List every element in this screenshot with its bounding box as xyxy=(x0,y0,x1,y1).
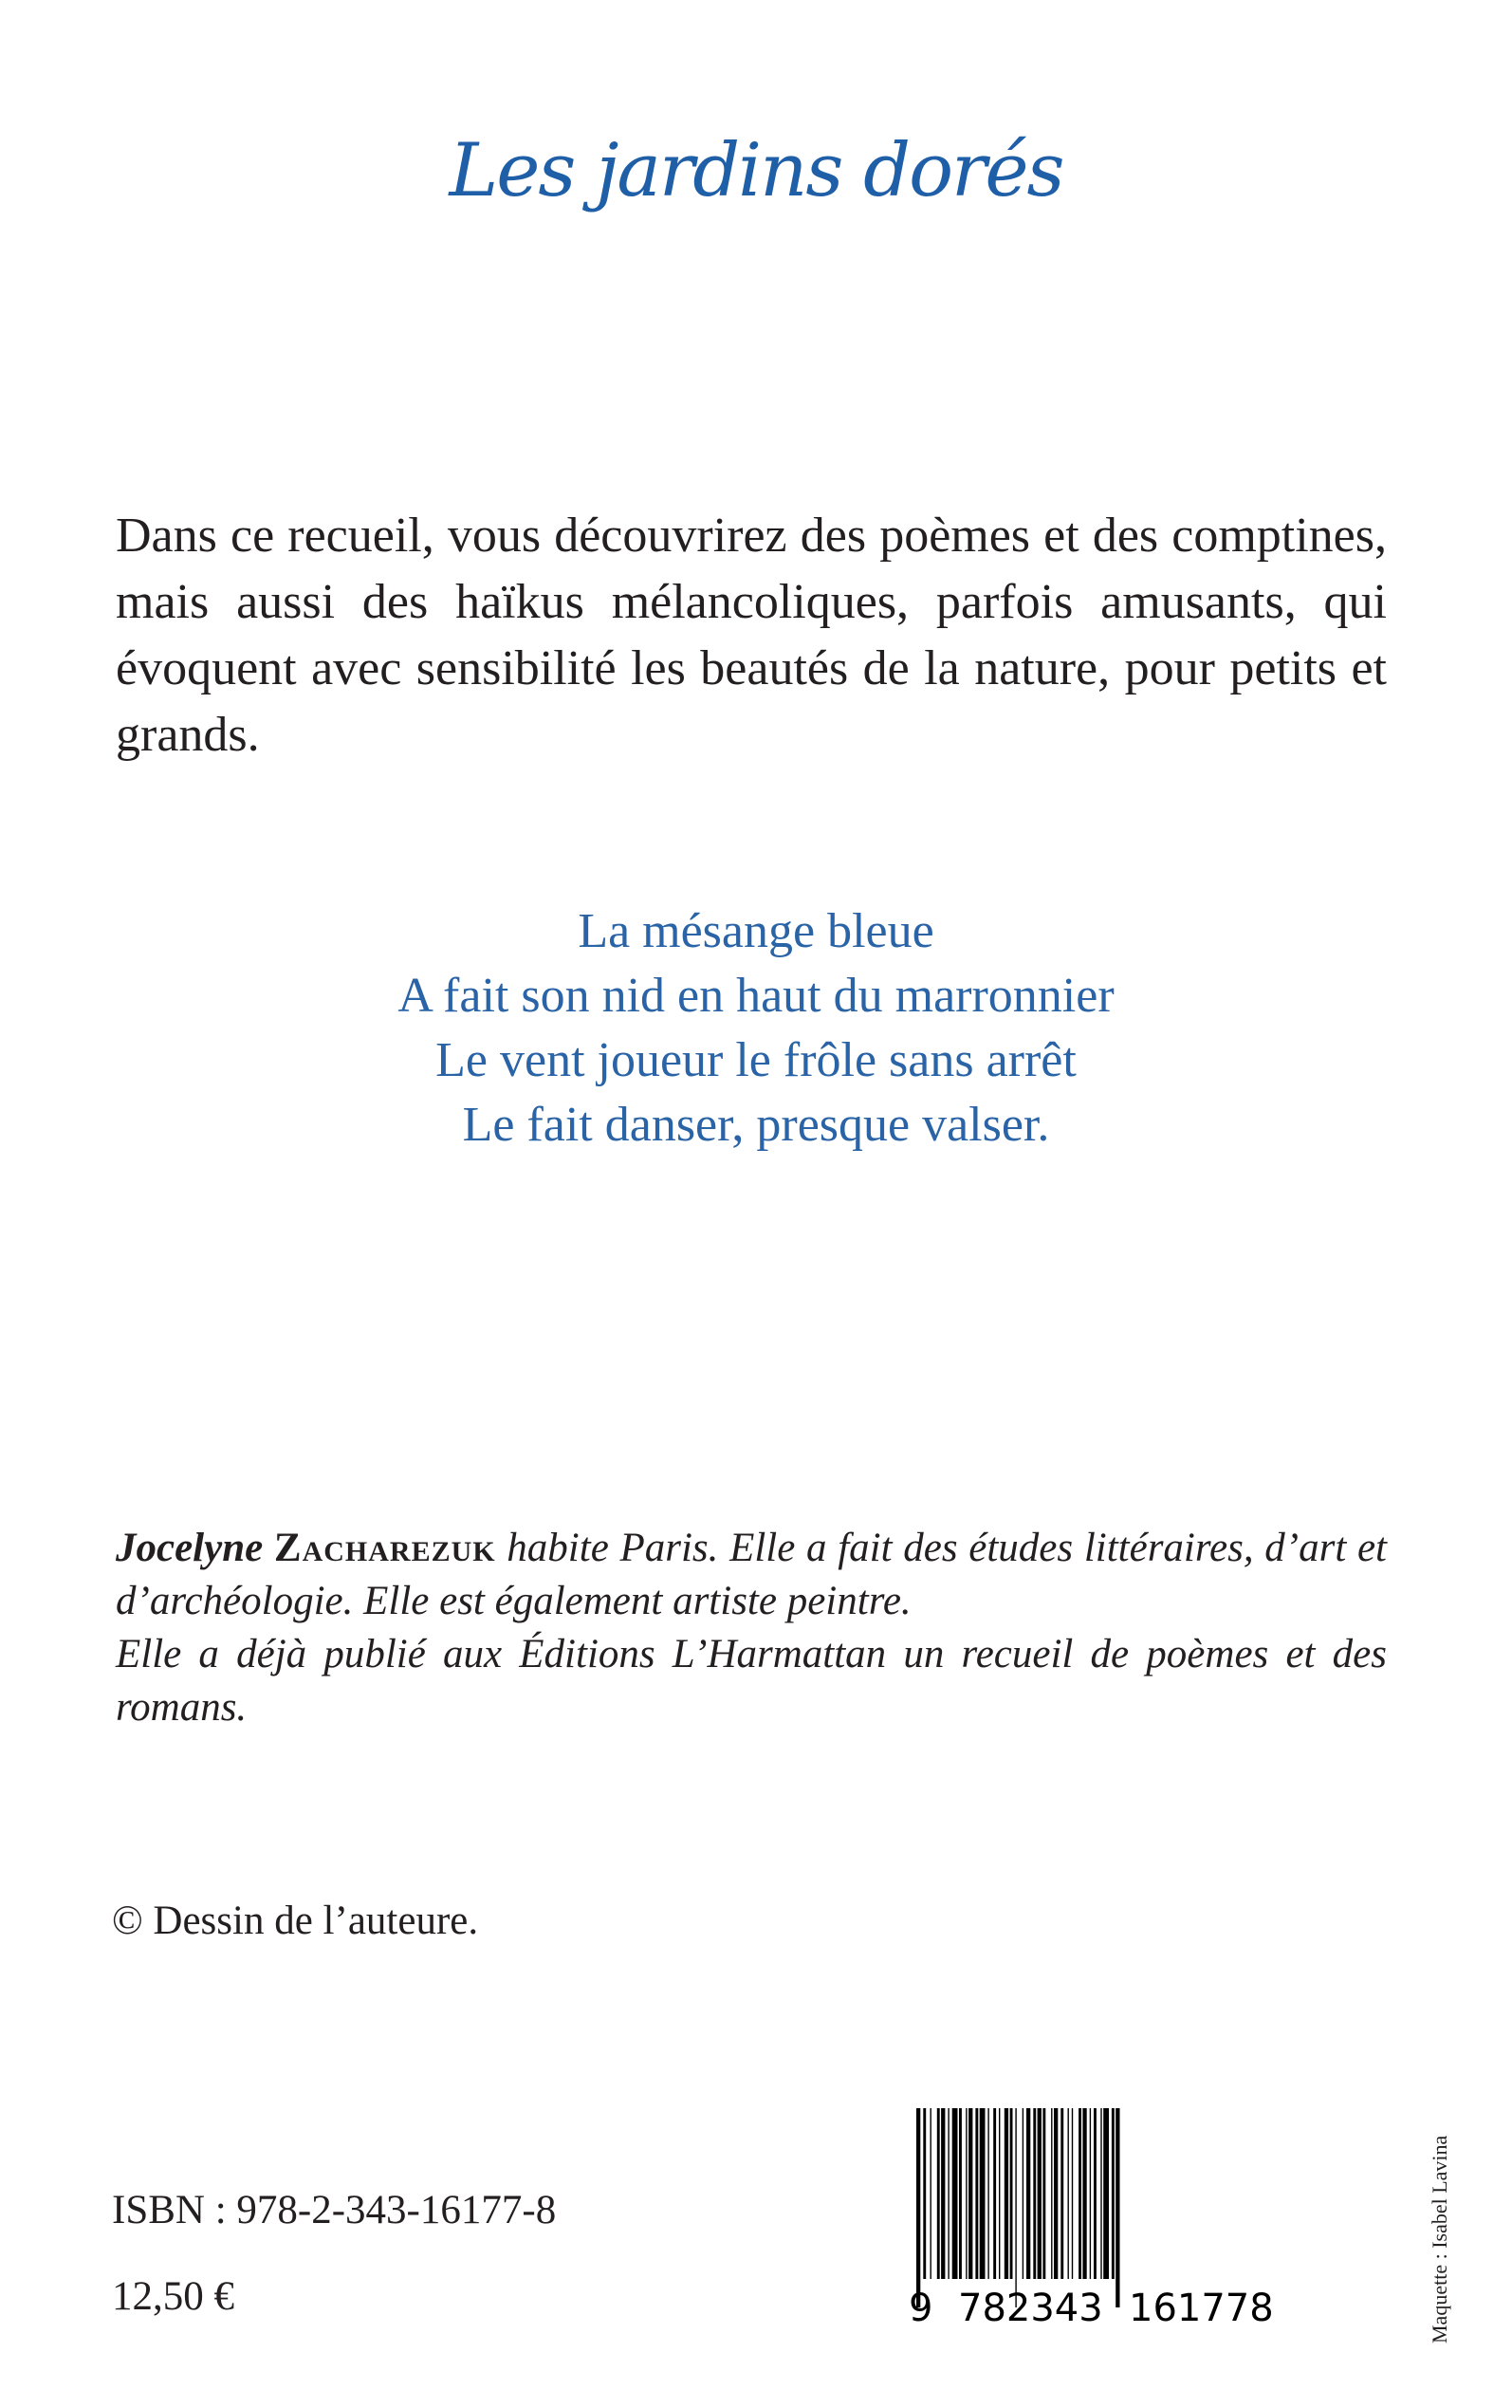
poem-line: A fait son nid en haut du marronnier xyxy=(397,969,1115,1023)
barcode-bar xyxy=(1068,2108,1069,2279)
poem-line: Le vent joueur le frôle sans arrêt xyxy=(435,1033,1077,1087)
book-blurb: Dans ce recueil, vous découvrirez des poèmes et des comptines, mais aussi des haïkus mélancoliques, parfois amusants, qui évoquent avec sensibilité les beautés de la nature, pour petits et grands. xyxy=(116,509,1387,762)
barcode-bar xyxy=(1026,2108,1030,2279)
barcode-bar xyxy=(1116,2108,1119,2307)
barcode-bar xyxy=(968,2108,972,2279)
barcode-bar xyxy=(923,2108,926,2279)
barcode-bar xyxy=(1082,2108,1086,2279)
barcode-bar xyxy=(1038,2108,1042,2279)
barcode-bar xyxy=(1051,2108,1052,2279)
barcode-bar xyxy=(1042,2108,1045,2279)
barcode-bar xyxy=(1090,2108,1091,2279)
barcode-left-group: 782343 xyxy=(958,2287,1103,2330)
isbn: ISBN : 978-2-343-16177-8 xyxy=(112,2188,557,2232)
barcode-bar xyxy=(941,2108,945,2279)
barcode-icon xyxy=(911,2108,1309,2307)
author-bio xyxy=(116,1522,1387,1734)
poem-line: Le fait danser, presque valser. xyxy=(462,1098,1050,1152)
barcode-bar xyxy=(1033,2108,1036,2279)
barcode-bar xyxy=(1005,2108,1008,2279)
barcode-bar xyxy=(948,2108,949,2279)
barcode-bar xyxy=(916,2108,920,2307)
barcode-bar xyxy=(959,2108,962,2279)
barcode-bar xyxy=(993,2108,996,2279)
barcode-bar xyxy=(952,2108,958,2279)
barcode-bar xyxy=(1010,2108,1013,2279)
barcode-lead-digit: 9 xyxy=(909,2287,933,2330)
barcode-bar xyxy=(1094,2108,1097,2279)
barcode-bar xyxy=(1054,2108,1058,2279)
layout-credit: Maquette : Isabel Lavina xyxy=(1428,2135,1451,2343)
barcode-bar xyxy=(1103,2108,1109,2279)
illustration-credit: © Dessin de l’auteure. xyxy=(112,1899,479,1943)
poem-excerpt xyxy=(0,899,1512,1158)
barcode-bar xyxy=(937,2108,940,2279)
author-last-name: Zacharezuk xyxy=(273,1526,496,1570)
bio-text: habite Paris. Elle a fait des études littéraires, d’art et d’archéologie. Elle est également artiste peintre. xyxy=(116,1526,1388,1623)
barcode-bar xyxy=(987,2108,988,2279)
barcode-right-group: 161778 xyxy=(1129,2287,1274,2330)
barcode-bar xyxy=(980,2108,986,2279)
price: 12,50 € xyxy=(112,2274,234,2319)
barcode-bar xyxy=(1072,2108,1073,2279)
poem-line: La mésange bleue xyxy=(578,904,934,958)
barcode-bar xyxy=(966,2108,967,2279)
barcode-bar xyxy=(999,2108,1000,2279)
barcode-bar xyxy=(975,2108,978,2279)
book-title: Les jardins dorés xyxy=(449,128,1063,213)
bio-text-2: Elle a déjà publié aux Éditions L’Harmattan un recueil de poèmes et des romans. xyxy=(116,1632,1387,1730)
author-first-name: Jocelyne xyxy=(116,1526,264,1570)
barcode-bar xyxy=(1060,2108,1063,2279)
barcode-bar xyxy=(1079,2108,1081,2279)
barcode-bar xyxy=(1112,2108,1115,2279)
barcode-bar xyxy=(1100,2108,1101,2279)
barcode-bar xyxy=(1015,2108,1016,2307)
